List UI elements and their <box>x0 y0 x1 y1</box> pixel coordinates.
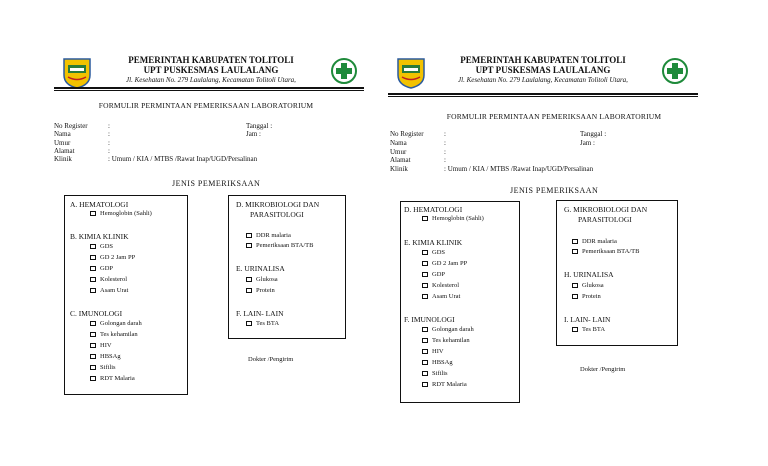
header-address: Jl. Kesehatan No. 279 Laulalang, Kecamatan Tolitoli Utara, <box>126 76 296 84</box>
checkbox[interactable] <box>90 354 96 359</box>
check-sifilis[interactable]: Sifilis <box>90 364 116 371</box>
checkbox[interactable] <box>90 321 96 326</box>
nama-colon: : <box>108 130 110 138</box>
box-d-e-f <box>400 201 520 403</box>
no-register-colon: : <box>444 130 446 138</box>
header-rule <box>54 87 364 89</box>
checkbox[interactable] <box>246 321 252 326</box>
checkbox[interactable] <box>246 233 252 238</box>
check-bta-tb[interactable]: Pemeriksaan BTA/TB <box>572 248 639 255</box>
section-kimia-klinik: E. KIMIA KLINIK <box>404 238 463 247</box>
nama-label: Nama <box>54 130 71 138</box>
checkbox[interactable] <box>572 294 578 299</box>
check-golongan-darah[interactable]: Golongan darah <box>90 320 142 327</box>
klinik-label: Klinik <box>54 155 72 163</box>
health-cross-icon <box>331 58 357 84</box>
check-rdt-malaria[interactable]: RDT Malaria <box>90 375 135 382</box>
checkbox[interactable] <box>422 360 428 365</box>
section-lain-lain: I. LAIN- LAIN <box>564 315 611 324</box>
section-mikrobiologi: G. MIKROBIOLOGI DAN <box>564 205 648 214</box>
checkbox[interactable] <box>422 371 428 376</box>
check-rdt-malaria[interactable]: RDT Malaria <box>422 381 467 388</box>
checkbox[interactable] <box>422 283 428 288</box>
jam-label: Jam : <box>580 139 595 147</box>
header-line-1: PEMERINTAH KABUPATEN TOLITOLI <box>460 55 626 65</box>
check-ddr-malaria[interactable]: DDR malaria <box>246 232 291 239</box>
header-rule-thin <box>54 90 364 91</box>
check-gdp[interactable]: GDP <box>90 265 113 272</box>
klinik-value: : Umum / KIA / MTBS /Rawat Inap/UGD/Persalinan <box>444 165 594 173</box>
check-gdp[interactable]: GDP <box>422 271 445 278</box>
umur-colon: : <box>444 148 446 156</box>
check-glukosa[interactable]: Glukosa <box>572 282 604 289</box>
section-urinalisa: E. URINALISA <box>236 264 285 273</box>
tanggal-label: Tanggal : <box>246 122 273 130</box>
umur-label: Umur <box>390 148 407 156</box>
checkbox[interactable] <box>572 283 578 288</box>
form-title: FORMULIR PERMINTAAN PEMERIKSAAN LABORATORIUM <box>98 101 314 110</box>
no-register-label: No Register <box>54 122 88 130</box>
check-protein[interactable]: Protein <box>246 287 275 294</box>
header-rule-thin <box>388 96 698 97</box>
checkbox[interactable] <box>90 255 96 260</box>
check-hbsag[interactable]: HBSAg <box>90 353 121 360</box>
checkbox[interactable] <box>90 244 96 249</box>
section-parasitologi: PARASITOLOGI <box>578 215 632 224</box>
health-cross-icon <box>662 58 688 84</box>
checkbox[interactable] <box>90 266 96 271</box>
section-hematologi: D. HEMATOLOGI <box>404 205 463 214</box>
checkbox[interactable] <box>90 211 96 216</box>
checkbox[interactable] <box>422 216 428 221</box>
checkbox[interactable] <box>246 288 252 293</box>
check-sifilis[interactable]: Sifilis <box>422 370 448 377</box>
checkbox[interactable] <box>572 249 578 254</box>
form-title: FORMULIR PERMINTAAN PEMERIKSAAN LABORATORIUM <box>446 112 662 121</box>
check-tes-bta[interactable]: Tes BTA <box>246 320 279 327</box>
check-gd2jampp[interactable]: GD 2 Jam PP <box>90 254 135 261</box>
checkbox[interactable] <box>572 239 578 244</box>
signature-label: Dokter /Pengirim <box>248 356 294 363</box>
check-kolesterol[interactable]: Kolesterol <box>90 276 127 283</box>
header-line-2: UPT PUSKESMAS LAULALANG <box>475 65 611 75</box>
header-line-2: UPT PUSKESMAS LAULALANG <box>143 65 279 75</box>
check-tes-kehamilan[interactable]: Tes kehamilan <box>90 331 138 338</box>
check-hemoglobin[interactable]: Hemoglobin (Sahli) <box>90 210 152 217</box>
checkbox[interactable] <box>422 338 428 343</box>
nama-label: Nama <box>390 139 407 147</box>
no-register-colon: : <box>108 122 110 130</box>
alamat-colon: : <box>108 147 110 155</box>
tanggal-label: Tanggal : <box>580 130 607 138</box>
section-hematologi: A. HEMATOLOGI <box>70 200 129 209</box>
check-hiv[interactable]: HIV <box>90 342 112 349</box>
lab-form-right <box>384 0 768 466</box>
checkbox[interactable] <box>246 277 252 282</box>
nama-colon: : <box>444 139 446 147</box>
klinik-label: Klinik <box>390 165 408 173</box>
check-hbsag[interactable]: HBSAg <box>422 359 453 366</box>
alamat-colon: : <box>444 156 446 164</box>
check-gd2jampp[interactable]: GD 2 Jam PP <box>422 260 467 267</box>
jam-label: Jam : <box>246 130 261 138</box>
section-urinalisa: H. URINALISA <box>564 270 614 279</box>
check-asam-urat[interactable]: Asam Urat <box>90 287 128 294</box>
signature-label: Dokter /Pengirim <box>580 366 626 373</box>
section-imunologi: F. IMUNOLOGI <box>404 315 455 324</box>
check-bta-tb[interactable]: Pemeriksaan BTA/TB <box>246 242 313 249</box>
check-tes-bta[interactable]: Tes BTA <box>572 326 605 333</box>
checkbox[interactable] <box>90 343 96 348</box>
checkbox[interactable] <box>422 349 428 354</box>
checkbox[interactable] <box>422 272 428 277</box>
checkbox[interactable] <box>422 327 428 332</box>
check-hemoglobin[interactable]: Hemoglobin (Sahli) <box>422 215 484 222</box>
regency-logo-icon <box>60 55 94 89</box>
header-rule <box>388 93 698 95</box>
checkbox[interactable] <box>422 250 428 255</box>
jenis-pemeriksaan-title: JENIS PEMERIKSAAN <box>510 186 599 195</box>
header-line-1: PEMERINTAH KABUPATEN TOLITOLI <box>128 55 294 65</box>
checkbox[interactable] <box>90 277 96 282</box>
checkbox[interactable] <box>422 261 428 266</box>
check-hiv[interactable]: HIV <box>422 348 444 355</box>
checkbox[interactable] <box>90 332 96 337</box>
box-a-b-c <box>64 195 188 395</box>
umur-colon: : <box>108 139 110 147</box>
section-lain-lain: F. LAIN- LAIN <box>236 309 284 318</box>
checkbox[interactable] <box>90 288 96 293</box>
check-gds[interactable]: GDS <box>422 249 445 256</box>
checkbox[interactable] <box>422 294 428 299</box>
header-address: Jl. Kesehatan No. 279 Laulalang, Kecamatan Tolitoli Utara, <box>458 76 628 84</box>
checkbox[interactable] <box>90 376 96 381</box>
checkbox[interactable] <box>246 243 252 248</box>
checkbox[interactable] <box>572 327 578 332</box>
check-gds[interactable]: GDS <box>90 243 113 250</box>
section-parasitologi: PARASITOLOGI <box>250 210 304 219</box>
alamat-label: Alamat <box>54 147 75 155</box>
section-mikrobiologi: D. MIKROBIOLOGI DAN <box>236 200 320 209</box>
check-ddr-malaria[interactable]: DDR malaria <box>572 238 617 245</box>
check-kolesterol[interactable]: Kolesterol <box>422 282 459 289</box>
umur-label: Umur <box>54 139 71 147</box>
check-asam-urat[interactable]: Asam Urat <box>422 293 460 300</box>
no-register-label: No Register <box>390 130 424 138</box>
check-protein[interactable]: Protein <box>572 293 601 300</box>
check-tes-kehamilan[interactable]: Tes kehamilan <box>422 337 470 344</box>
checkbox[interactable] <box>90 365 96 370</box>
section-imunologi: C. IMUNOLOGI <box>70 309 123 318</box>
jenis-pemeriksaan-title: JENIS PEMERIKSAAN <box>172 179 261 188</box>
checkbox[interactable] <box>422 382 428 387</box>
check-glukosa[interactable]: Glukosa <box>246 276 278 283</box>
klinik-value: : Umum / KIA / MTBS /Rawat Inap/UGD/Persalinan <box>108 155 258 163</box>
regency-logo-icon <box>394 55 428 89</box>
check-golongan-darah[interactable]: Golongan darah <box>422 326 474 333</box>
section-kimia-klinik: B. KIMIA KLINIK <box>70 232 129 241</box>
alamat-label: Alamat <box>390 156 411 164</box>
